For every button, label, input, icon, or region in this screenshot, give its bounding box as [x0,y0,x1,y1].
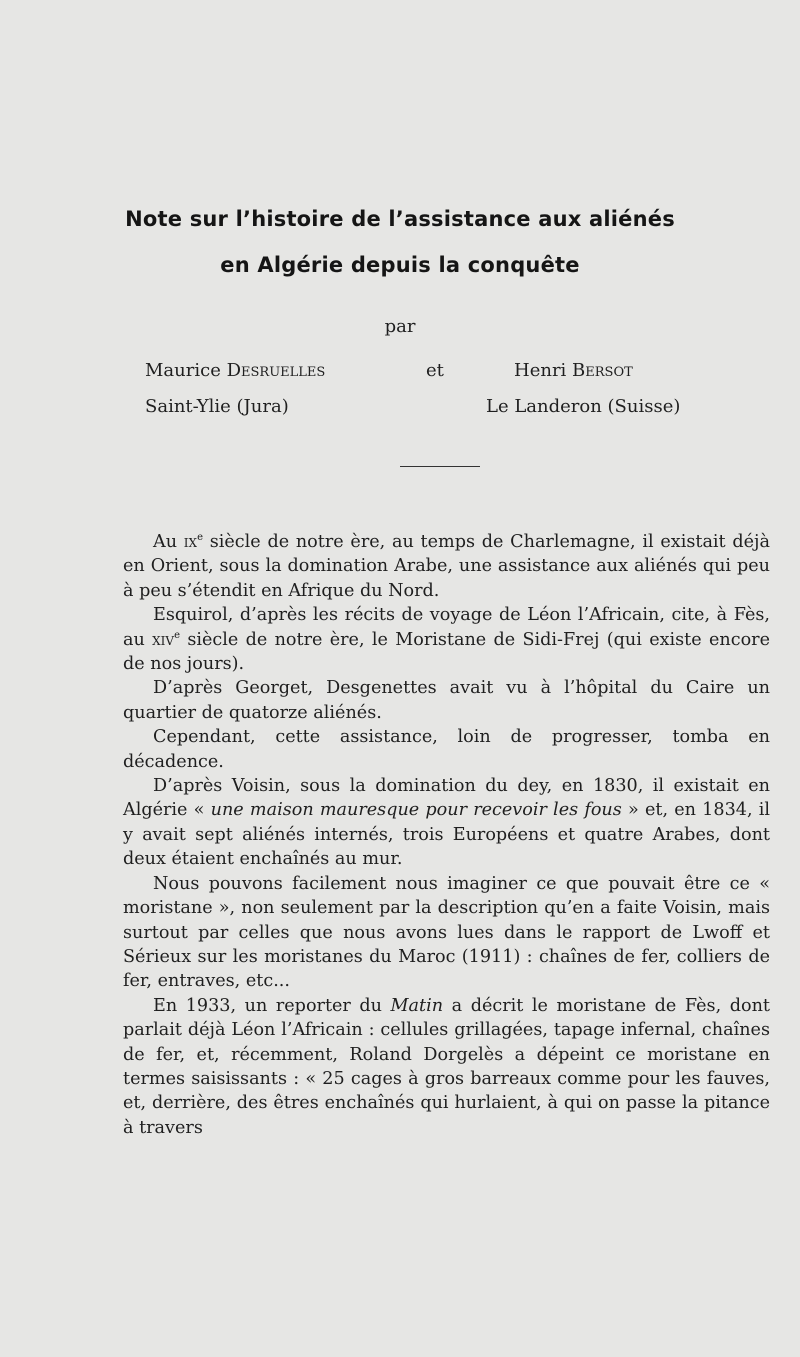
paragraph-3: D’après Georget, Desgenettes avait vu à l’hôpital du Caire un quartier de quatorze aliénés. [123,678,770,723]
title-line-1: Note sur l’histoire de l’assistance aux aliénés [125,207,675,231]
p1-text-b: siècle de notre ère, au temps de Charlemagne, il existait déjà en Orient, sous la domination Arabe, une assistance aux aliénés qui peu à peu s’étendit en Afrique du Nord. [123,532,770,601]
p7-newspaper-title: Matin [390,995,444,1016]
author-1-last-name: Desruelles [226,360,326,381]
author-2-first-name: Henri [514,360,567,381]
p1-text-a: Au [153,532,184,552]
p2-text-b: siècle de notre ère, le Moristane de Sidi-Frej (qui existe encore de nos jours). [123,629,770,675]
author-2-place: Le Landeron (Suisse) [486,396,681,417]
author-1-first-name: Maurice [145,360,221,381]
p1-superscript: e [197,532,203,544]
p5-italic-quote: une maison mauresque pour recevoir les fous [210,800,622,821]
p1-century: ix [183,532,198,552]
paragraph-6: Nous pouvons facilement nous imaginer ce que pouvait être ce « moristane », non seulement par la description qu’en a faite Voisin, mais surtout par celles que nous avons lues dans le rapport de Lwoff et Sérieux sur les moristanes du Maroc (1911) : chaînes de fer, colliers de fer, entraves, etc... [123,873,770,992]
paragraph-7 [123,994,770,1140]
author-2-name [514,360,633,381]
p7-text-a: En 1933, un reporter du [153,995,391,1016]
author-2-last-name: Bersot [572,360,633,381]
p7-text-b: a décrit le moristane de Fès, dont parlait déjà Léon l’Africain : cellules grillagées, tapage infernal, chaînes de fer, et, récemment, Roland Dorgelès a dépeint ce moristane en termes saisissants : « 25 cages à gros barreaux comme pour les fauves, et, derrière, des êtres enchaînés qui hurlaient, à qui on passe la pitance à travers [123,995,770,1138]
paragraph-4: Cependant, cette assistance, loin de progresser, tomba en décadence. [123,727,770,772]
p2-century: xiv [152,629,175,650]
p2-superscript: e [174,629,181,641]
author-1-place: Saint-Ylie (Jura) [145,396,289,417]
et-conjunction: et [426,360,444,381]
paragraph-2 [123,603,770,676]
separator-rule [400,466,480,467]
paragraph-1 [123,530,770,603]
par-label: par [384,316,416,337]
author-1-name [145,360,325,381]
paragraph-5 [123,774,770,872]
p5-text-b: » et, en 1834, il y avait sept aliénés internés, trois Européens et quatre Arabes, dont deux étaient enchaînés au mur. [123,800,770,870]
title-line-2: en Algérie depuis la conquête [220,253,580,277]
p2-text-a: Esquirol, d’après les récits de voyage de Léon l’Africain, cite, à Fès, au [123,605,770,650]
p5-text-a: D’après Voisin, sous la domination du dey, en 1830, il existait en Algérie « [123,776,770,821]
body-text [123,530,770,1140]
